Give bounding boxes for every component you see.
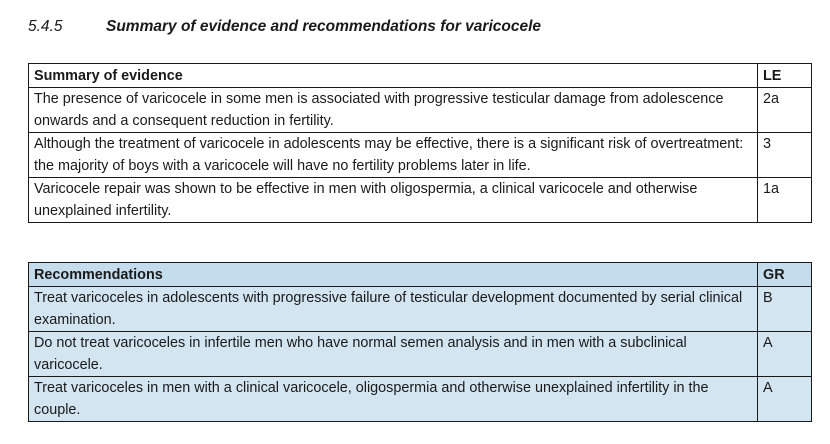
evidence-header-summary: Summary of evidence	[29, 64, 758, 88]
evidence-row	[29, 178, 812, 223]
evidence-level: 1a	[758, 178, 812, 223]
section-number: 5.4.5	[28, 18, 63, 35]
evidence-table	[28, 63, 812, 223]
recommendation-row	[29, 377, 812, 422]
recommendation-text: Treat varicoceles in adolescents with progressive failure of testicular development documented by serial clinical examination.	[29, 287, 758, 332]
section-heading	[28, 18, 541, 36]
recommendation-grade: B	[758, 287, 812, 332]
recommendations-header-title: Recommendations	[29, 263, 758, 287]
recommendations-header-gr: GR	[758, 263, 812, 287]
evidence-header-row	[29, 64, 812, 88]
recommendation-grade: A	[758, 377, 812, 422]
recommendation-text: Treat varicoceles in men with a clinical varicocele, oligospermia and otherwise unexplained infertility in the couple.	[29, 377, 758, 422]
evidence-text: The presence of varicocele in some men is associated with progressive testicular damage from adolescence onwards and a consequent reduction in fertility.	[29, 88, 758, 133]
evidence-text: Varicocele repair was shown to be effective in men with oligospermia, a clinical varicocele and otherwise unexplained infertility.	[29, 178, 758, 223]
evidence-level: 3	[758, 133, 812, 178]
evidence-row	[29, 88, 812, 133]
recommendation-row	[29, 332, 812, 377]
evidence-header-le: LE	[758, 64, 812, 88]
evidence-level: 2a	[758, 88, 812, 133]
evidence-row	[29, 133, 812, 178]
recommendation-text: Do not treat varicoceles in infertile men who have normal semen analysis and in men with a subclinical varicocele.	[29, 332, 758, 377]
section-title: Summary of evidence and recommendations for varicocele	[106, 18, 542, 35]
recommendations-table	[28, 262, 812, 422]
recommendations-header-row	[29, 263, 812, 287]
evidence-text: Although the treatment of varicocele in adolescents may be effective, there is a significant risk of overtreatment: the majority of boys with a varicocele will have no fertility problems later in life.	[29, 133, 758, 178]
recommendation-grade: A	[758, 332, 812, 377]
recommendation-row	[29, 287, 812, 332]
